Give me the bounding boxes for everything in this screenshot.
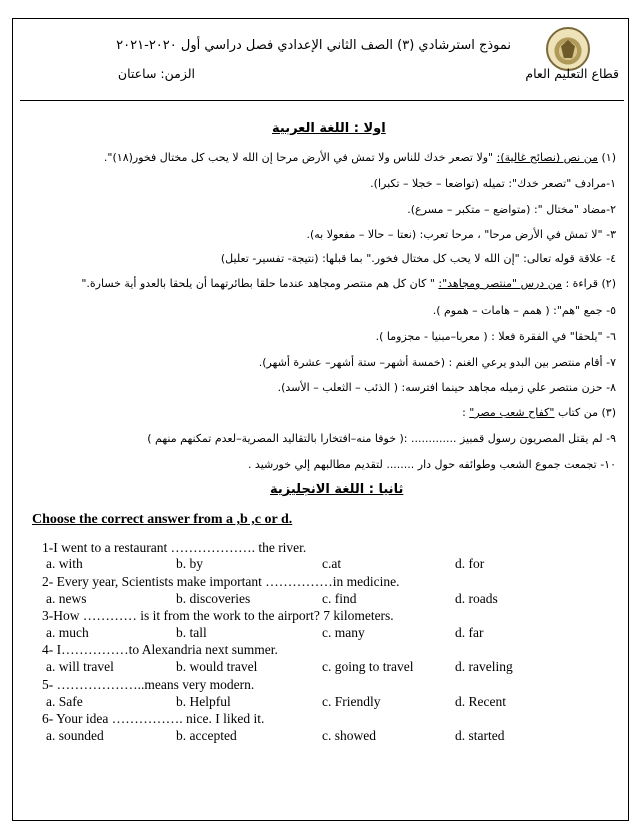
exam-duration: الزمن: ساعتان	[117, 66, 195, 81]
option-a: a. Safe	[46, 694, 83, 709]
question-text: 5- ………………..means very modern.	[42, 677, 255, 692]
arabic-line: ٩- لم يقتل المصريون رسول قمبيز ............. :( خوفا منه–افتخارا بالتقاليد المصرية–لعدم تمكنهم منهم )	[147, 432, 616, 445]
option-d: d. roads	[455, 591, 498, 606]
option-d: d. far	[455, 625, 484, 640]
question-text: 4- I……………to Alexandria next summer.	[42, 642, 278, 657]
arabic-line: ٤- علاقة قوله تعالى: "إن الله لا يحب كل مختال فخور." بما قبلها: (نتيجة- تفسير- تعليل)	[220, 252, 616, 265]
option-d: d. Recent	[455, 694, 506, 709]
option-d: d. raveling	[455, 659, 513, 674]
option-a: a. with	[46, 556, 83, 571]
question-text: 3-How ………… is it from the work to the airport? 7 kilometers.	[42, 608, 394, 623]
option-c: c. Friendly	[322, 694, 381, 709]
header-divider	[20, 100, 624, 101]
option-b: b. Helpful	[176, 694, 231, 709]
arabic-line: ١٠- تجمعت جموع الشعب وطوائفه حول دار ........ لتقديم مطالبهم إلي خورشيد .	[247, 458, 616, 471]
english-section-title: ثانيا : اللغة الانجليزية	[270, 482, 404, 497]
exam-title: نموذج استرشادي (٣) الصف الثاني الإعدادي فصل دراسي أول ٢٠٢٠-٢٠٢١	[116, 38, 511, 53]
arabic-line: ١-مرادف "تصعر خدك": تميله (تواضعا – خجلا – تكبرا).	[370, 177, 616, 190]
option-c: c. going to travel	[322, 659, 414, 674]
question-text: 1-I went to a restaurant ………………. the river.	[42, 540, 307, 555]
option-b: b. tall	[176, 625, 207, 640]
arabic-line: ٥- جمع "هم": ( همم – هامات – هموم ).	[432, 304, 616, 317]
option-b: b. by	[176, 556, 203, 571]
arabic-line: ٣- "لا تمش في الأرض مرحا" ، مرحا تعرب: (نعتا – حالا – مفعولا به).	[306, 228, 616, 241]
arabic-line: ٧- أقام منتصر بين البدو يرعي الغنم : (خمسة أشهر– ستة أشهر– عشرة أشهر).	[258, 356, 616, 369]
arabic-line: ٦- "يلحقا" في الفقرة فعلا : ( معربا–مبنيا - مجزوما ).	[375, 330, 616, 343]
option-a: a. news	[46, 591, 87, 606]
option-c: c. find	[322, 591, 357, 606]
arabic-line: (٢) قراءة : من درس "منتصر ومجاهد": " كان كل هم منتصر ومجاهد عندما حلقا بطائرتهما أن يلحقا بالعدو أية خسارة."	[81, 277, 616, 290]
option-a: a. will travel	[46, 659, 114, 674]
ministry-logo-icon	[546, 27, 590, 71]
arabic-section-title: اولا : اللغة العربية	[272, 121, 386, 136]
arabic-line: ٢-مضاد "مختال ": (متواضع – متكبر – مسرع).	[407, 203, 616, 216]
option-a: a. much	[46, 625, 89, 640]
question-text: 6- Your idea ……………. nice. I liked it.	[42, 711, 265, 726]
option-b: b. would travel	[176, 659, 258, 674]
option-b: b. discoveries	[176, 591, 251, 606]
option-d: d. started	[455, 728, 505, 743]
option-a: a. sounded	[46, 728, 104, 743]
page-border	[12, 18, 629, 821]
option-c: c. showed	[322, 728, 376, 743]
option-b: b. accepted	[176, 728, 237, 743]
arabic-line: (١) من نص (نصائح غالية): "ولا تصعر خدك للناس ولا تمش في الأرض مرحا إن الله لا يحب كل مختال فخور(١٨)".	[103, 151, 616, 164]
arabic-line: ٨- حزن منتصر علي زميله مجاهد حينما افترسه: ( الذئب – الثعلب – الأسد).	[277, 381, 616, 394]
option-c: c.at	[322, 556, 342, 571]
english-instructions: Choose the correct answer from a ,b ,c or d.	[32, 512, 293, 527]
department-name: قطاع التعليم العام	[525, 66, 619, 81]
arabic-line: (٣) من كتاب "كفاح شعب مصر" :	[462, 406, 616, 419]
option-d: d. for	[455, 556, 485, 571]
question-text: 2- Every year, Scientists make important ……………in medicine.	[42, 574, 400, 589]
option-c: c. many	[322, 625, 365, 640]
